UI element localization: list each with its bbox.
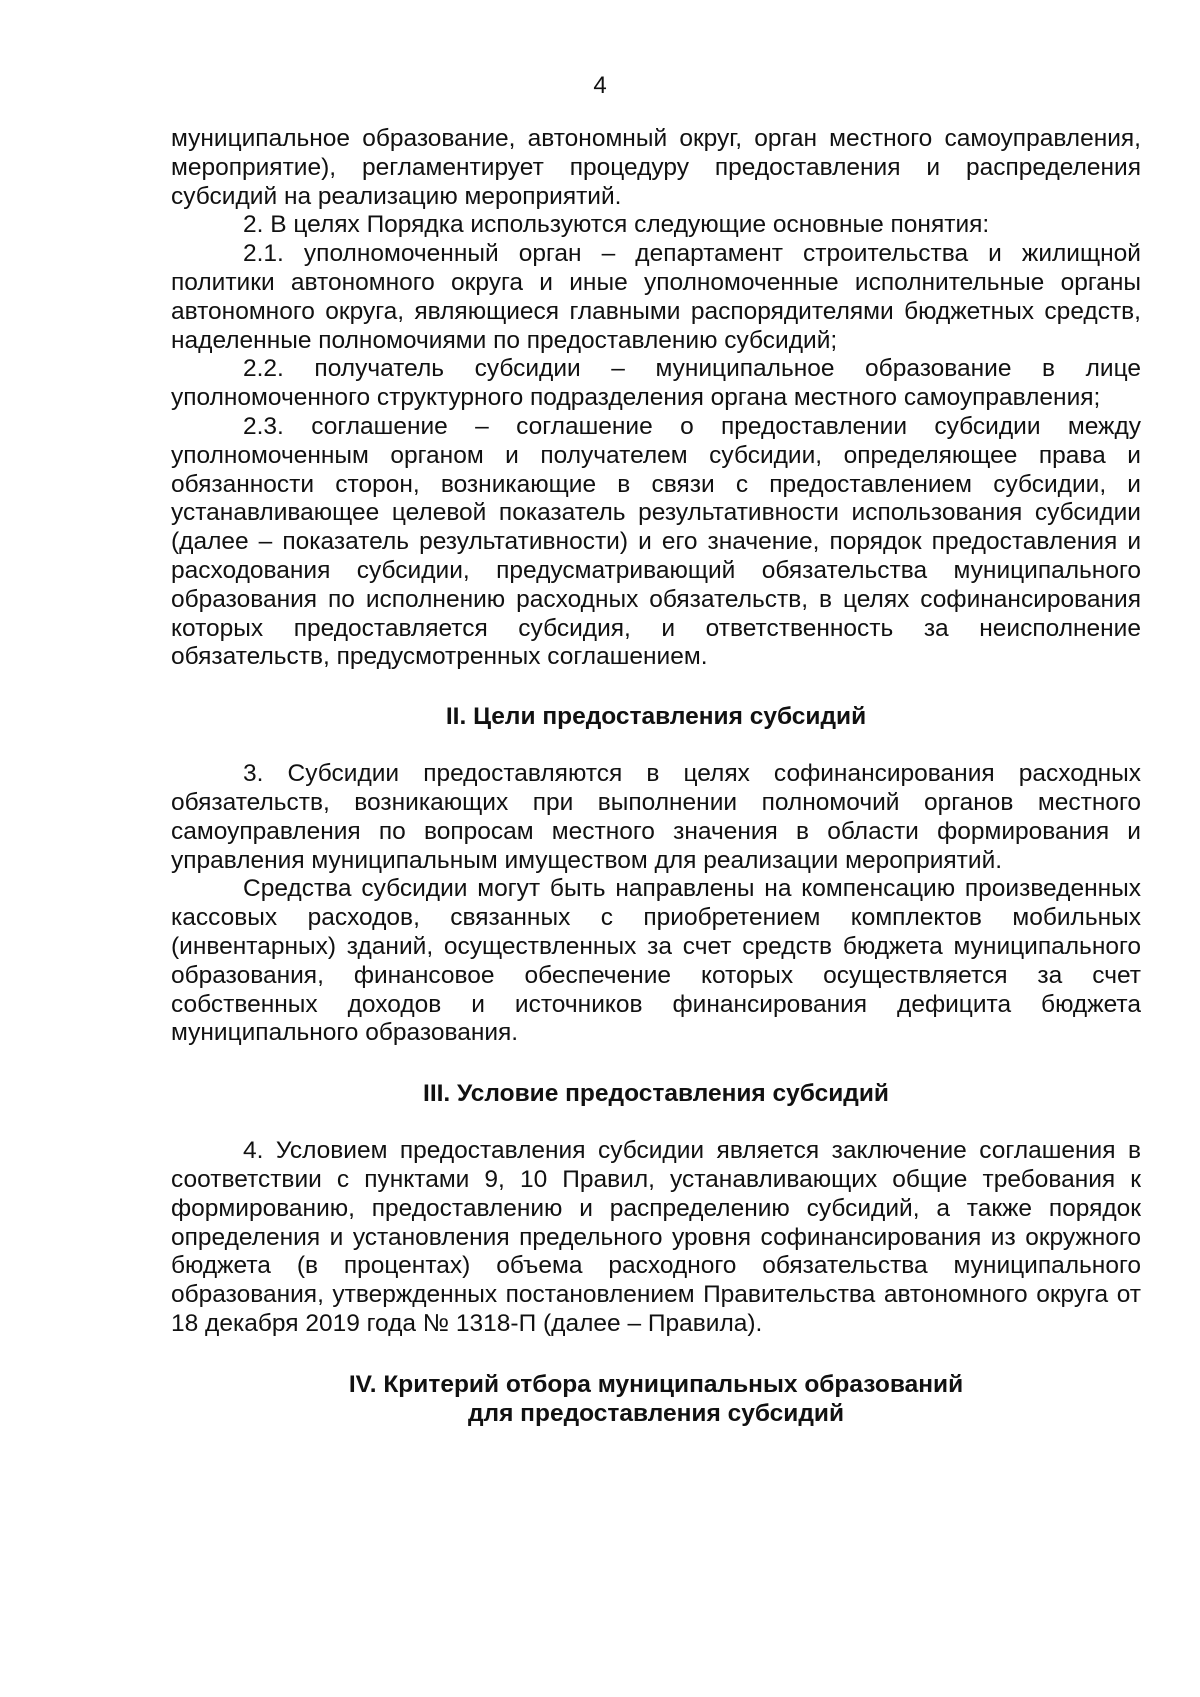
document-body xyxy=(171,125,1141,1428)
section-heading-4-line-2: для предоставления субсидий xyxy=(467,1399,845,1427)
intro-paragraph: муниципальное образование, автономный округ, орган местного самоуправления, мероприятие), регламентирует процедуру предоставления и распределения субсидий на реализацию мероприятий. xyxy=(171,125,1141,210)
section-heading-3: III. Условие предоставления субсидий xyxy=(423,1080,889,1108)
paragraph-4: 4. Условием предоставления субсидии является заключение соглашения в соответствии с пунктами 9, 10 Правил, устанавливающих общие требования к формированию, предоставлению и распределению субсидий, а также порядок определения и установления предельного уровня софинансирования из окружного бюджета (в процентах) объема расходного обязательства муниципального образования, утвержденных постановлением Правительства автономного округа от 18 декабря 2019 года № 1318-П (далее – Правила). xyxy=(171,1137,1141,1337)
paragraph-3: 3. Субсидии предоставляются в целях софинансирования расходных обязательств, возникающих при выполнении полномочий органов местного самоуправления по вопросам местного значения в области формирования и управления муниципальным имуществом для реализации мероприятий. xyxy=(171,760,1141,874)
paragraph-2-2: 2.2. получатель субсидии – муниципальное образование в лице уполномоченного структурного подразделения органа местного самоуправления; xyxy=(171,355,1141,412)
paragraph-2-1: 2.1. уполномоченный орган – департамент строительства и жилищной политики автономного округа и иные уполномоченные исполнительные органы автономного округа, являющиеся главными распорядителями бюджетных средств, наделенные полномочиями по предоставлению субсидий; xyxy=(171,240,1141,354)
paragraph-2-3: 2.3. соглашение – соглашение о предоставлении субсидии между уполномоченным органом и получателем субсидии, определяющее права и обязанности сторон, возникающие в связи с предоставлением субсидии, и устанавливающее целевой показатель результативности использования субсидии (далее – показатель результативности) и его значение, порядок предоставления и расходования субсидии, предусматривающий обязательства муниципального образования по исполнению расходных обязательств, в целях софинансирования которых предоставляется субсидия, и ответственность за неисполнение обязательств, предусмотренных соглашением. xyxy=(171,412,1141,671)
page-number: 4 xyxy=(593,72,607,99)
paragraph-3-means: Средства субсидии могут быть направлены на компенсацию произведенных кассовых расходов, связанных с приобретением комплектов мобильных (инвентарных) зданий, осуществленных за счет средств бюджета муниципального образования, финансовое обеспечение которых осуществляется за счет собственных доходов и источников финансирования дефицита бюджета муниципального образования. xyxy=(171,875,1141,1047)
section-heading-2: II. Цели предоставления субсидий xyxy=(445,703,867,731)
paragraph-2: 2. В целях Порядка используются следующие основные понятия: xyxy=(243,211,990,239)
section-heading-4 xyxy=(171,1370,1141,1428)
section-heading-4-line-1: IV. Критерий отбора муниципальных образований xyxy=(348,1370,964,1398)
